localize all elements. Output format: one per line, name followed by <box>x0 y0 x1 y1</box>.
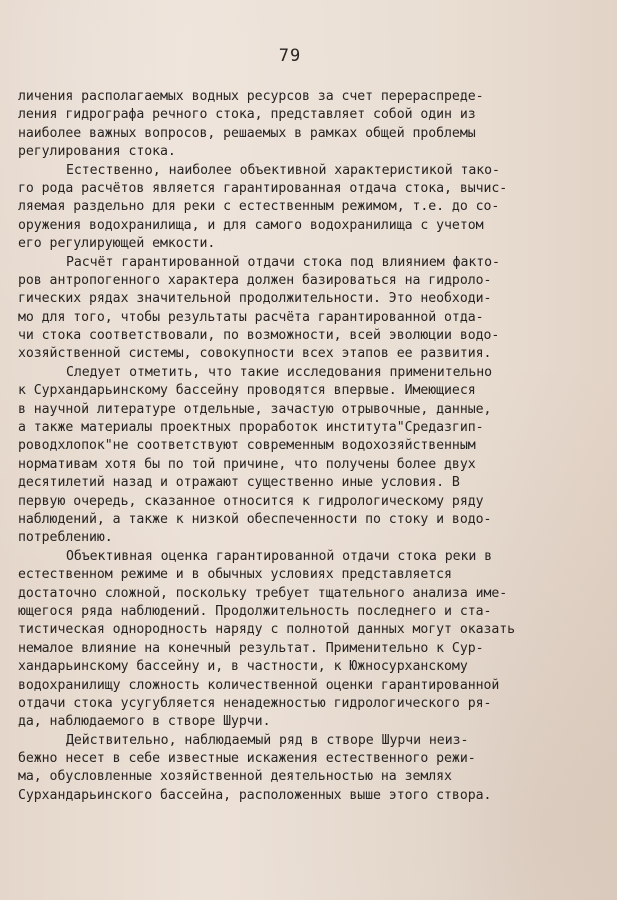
text-line: в научной литературе отдельные, зачастую отрывочные, данные, <box>18 401 492 417</box>
paragraph-first-line: Естественно, наиболее объективной характеристикой тако- <box>66 162 500 178</box>
text-line: ющегося ряда наблюдений. Продолжительность последнего и ста- <box>18 603 492 619</box>
text-line: бежно несет в себе известные искажения естественного режи- <box>18 751 476 767</box>
text-line: оружения водохранилища, и для самого водохранилища с учетом <box>18 217 484 233</box>
text-line: ления гидрографа речного стока, представляет собой один из <box>18 107 476 123</box>
text-line: первую очередь, сказанное относится к гидрологическому ряду <box>18 493 484 509</box>
text-line: го рода расчётов является гарантированная отдача стока, вычис- <box>18 180 508 196</box>
text-line: отдачи стока усугубляется ненадежностью гидрологического ря- <box>18 695 492 711</box>
text-line: потреблению. <box>18 530 113 546</box>
text-line: достаточно сложной, поскольку требует тщательного анализа име- <box>18 585 508 601</box>
paragraph-first-line: Следует отметить, что такие исследования применительно <box>66 364 493 380</box>
text-line: его регулирующей емкости. <box>18 236 216 252</box>
text-line: регулирования стока. <box>18 144 176 160</box>
text-line: водохранилищу сложность количественной оценки гарантированной <box>18 677 500 693</box>
text-line: к Сурхандарьинскому бассейну проводятся впервые. Имеющиеся <box>18 383 476 399</box>
text-line: личения располагаемых водных ресурсов за счет перераспреде- <box>18 89 484 104</box>
text-line: наиболее важных вопросов, решаемых в рамках общей проблемы <box>18 125 476 141</box>
text-line: гических рядах значительной продолжительности. Это необходи- <box>18 291 492 307</box>
text-line: нормативам хотя бы по той причине, что получены более двух <box>18 456 476 472</box>
text-line: чи стока соответствовали, по возможности, всей эволюции водо- <box>18 328 500 344</box>
text-line: хандарьинскому бассейну и, в частности, к Южносурханскому <box>18 659 468 675</box>
text-line: ров антропогенного характера должен базироваться на гидроло- <box>18 272 492 288</box>
page-number: 79 <box>278 46 302 66</box>
text-line: а также материалы проектных проработок института"Средазгип- <box>18 420 484 436</box>
body-text <box>18 88 578 805</box>
text-line: тистическая однородность наряду с полнотой данных могут оказать <box>18 622 516 638</box>
text-line: Сурхандарьинского бассейна, расположенных выше этого створа. <box>18 787 492 803</box>
text-line: хозяйственной системы, совокупности всех этапов ее развития. <box>18 346 492 362</box>
text-line: ма, обусловленные хозяйственной деятельностью на землях <box>18 769 452 785</box>
paragraph-first-line: Объективная оценка гарантированной отдачи стока реки в <box>66 548 493 564</box>
text-line: мо для того, чтобы результаты расчёта гарантированной отда- <box>18 309 484 325</box>
text-line: наблюдений, а также к низкой обеспеченности по стоку и водо- <box>18 511 492 527</box>
text-line: ляемая раздельно для реки с естественным режимом, т.е. до со- <box>18 199 500 215</box>
text-line: десятилетий назад и отражают существенно иные условия. В <box>18 475 460 491</box>
text-line: немалое влияние на конечный результат. Применительно к Сур- <box>18 640 484 656</box>
text-line: роводхлопок"не соответствуют современным водохозяйственным <box>18 438 476 454</box>
paragraph-first-line: Расчёт гарантированной отдачи стока под влиянием факто- <box>66 254 500 270</box>
text-line: да, наблюдаемого в створе Шурчи. <box>18 714 271 730</box>
paragraph-first-line: Действительно, наблюдаемый ряд в створе Шурчи неиз- <box>66 732 469 748</box>
text-line: естественном режиме и в обычных условиях представляется <box>18 567 452 583</box>
